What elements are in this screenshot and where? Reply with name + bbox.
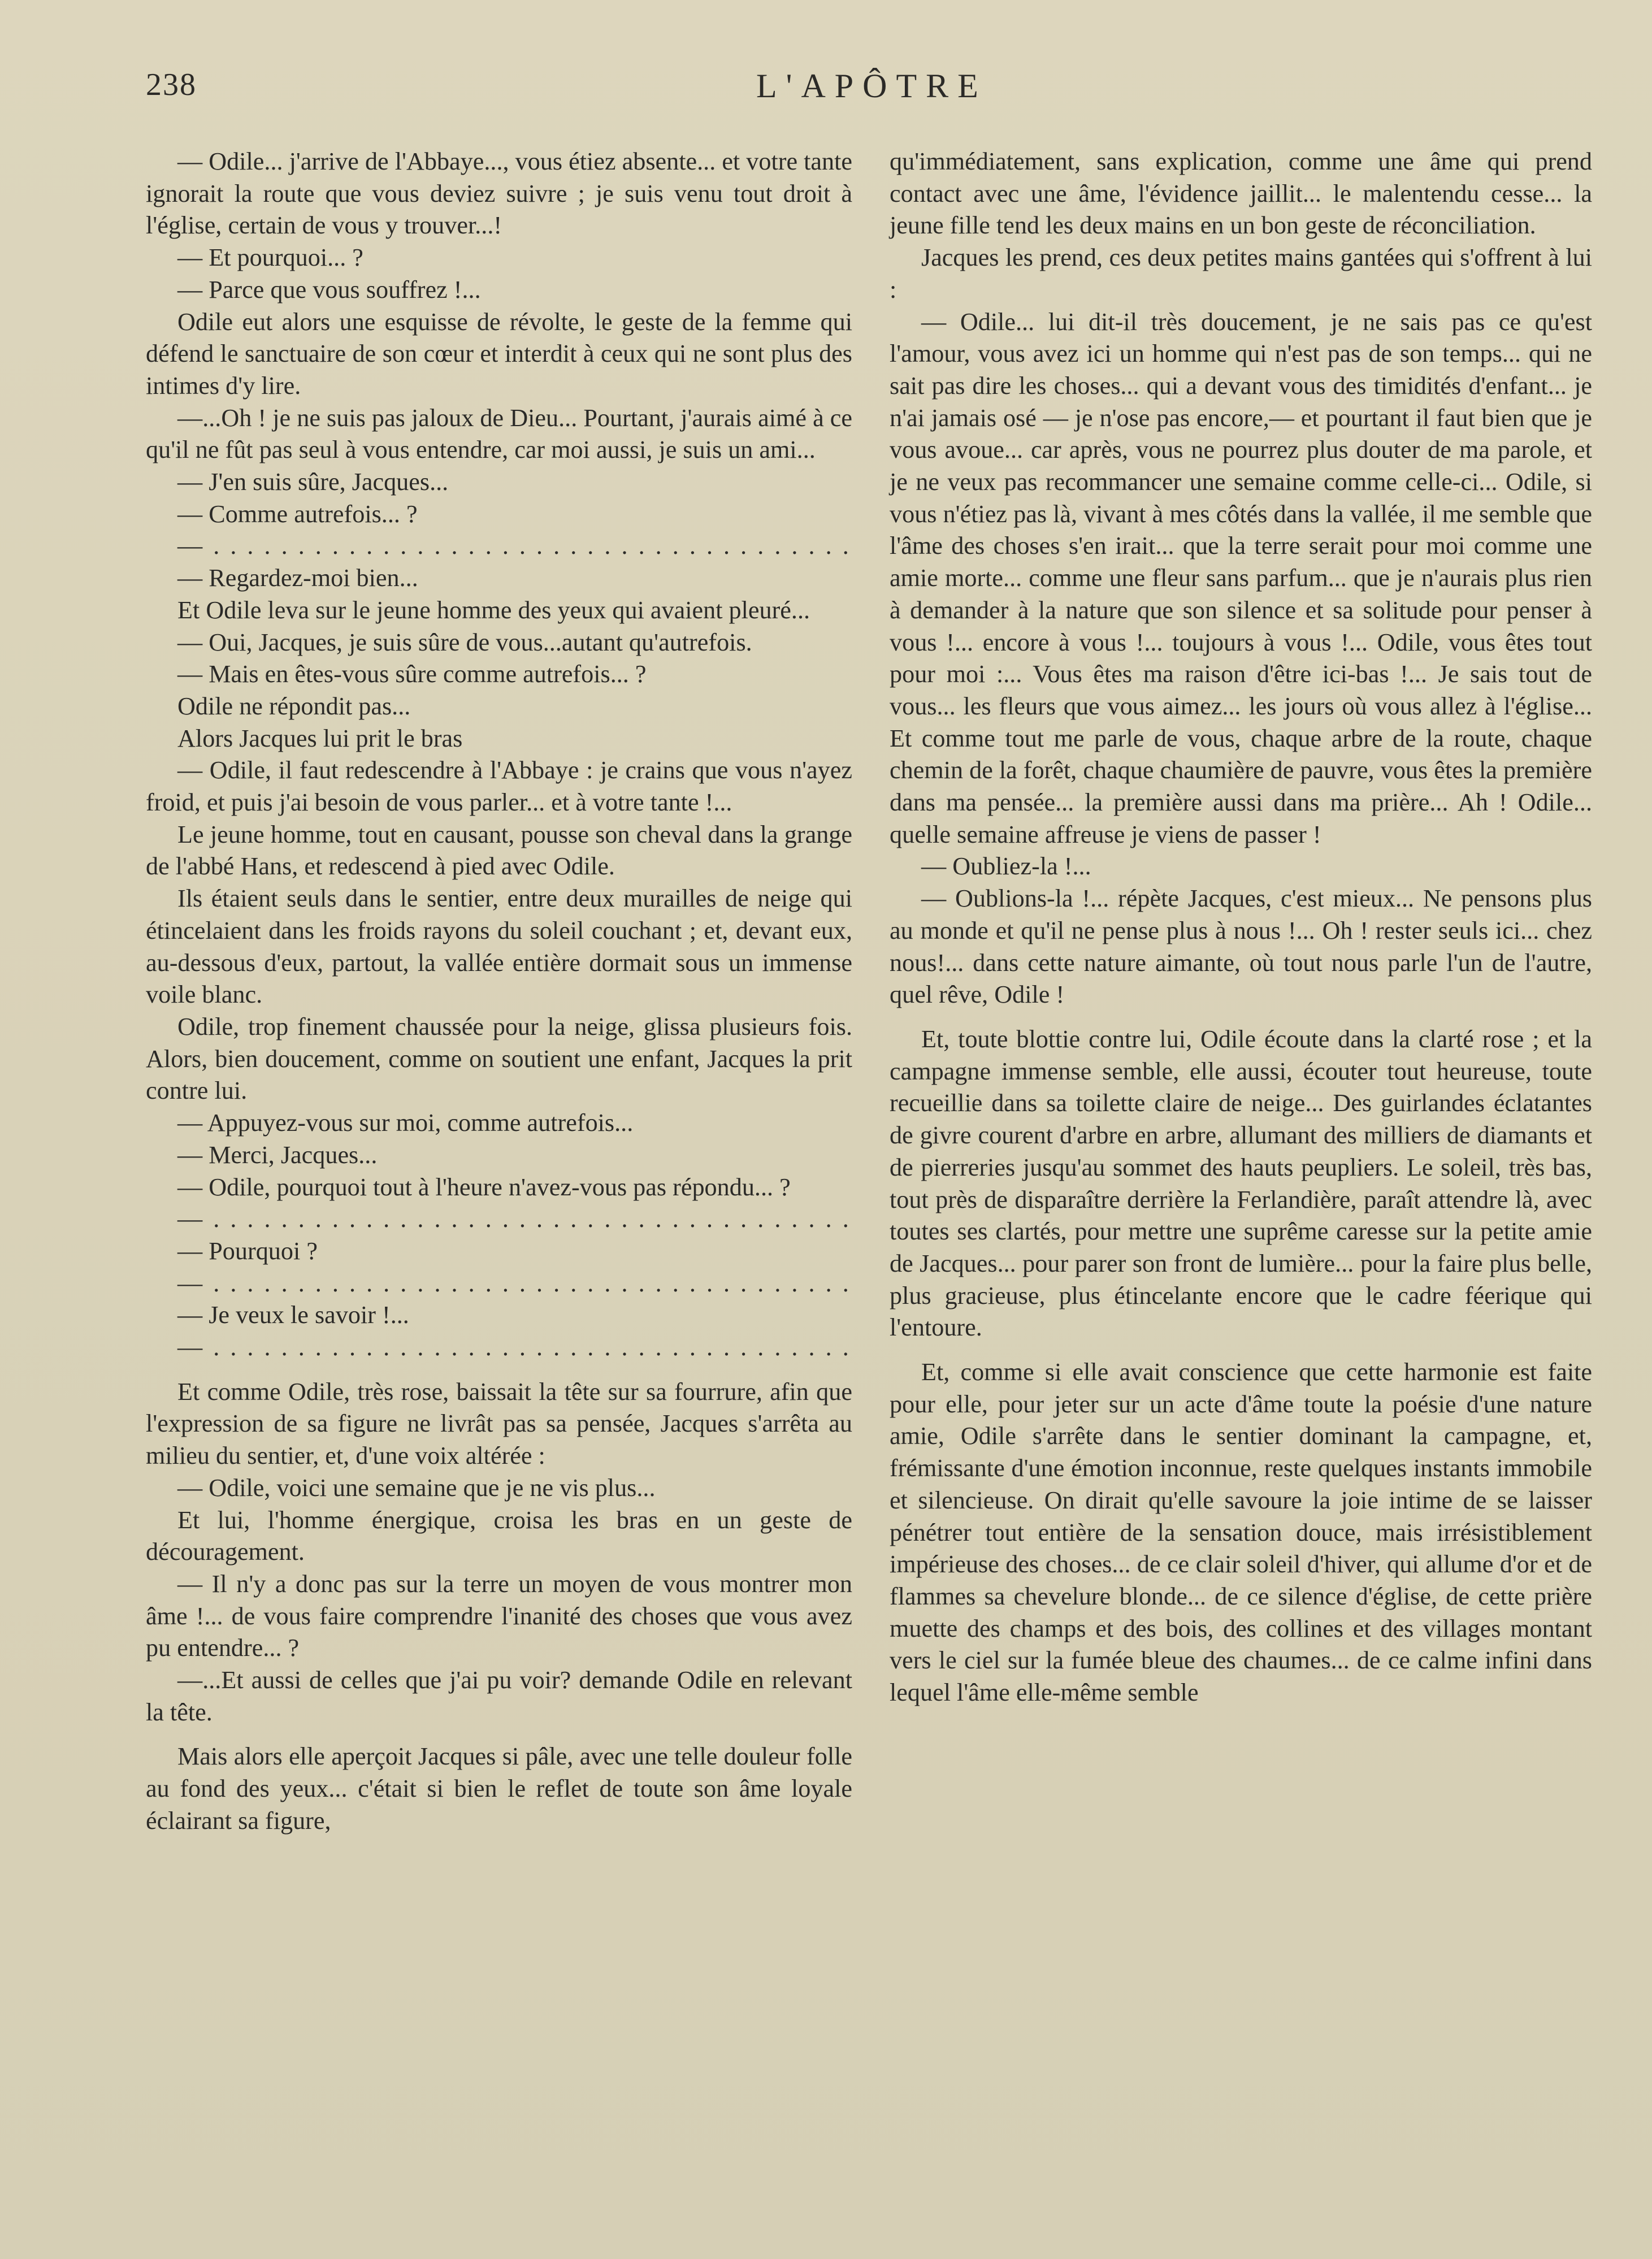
paragraph: Et lui, l'homme énergique, croisa les bras en un geste de découragement.: [146, 1506, 852, 1566]
running-title: L'APÔTRE: [756, 67, 987, 105]
dotted-line: — . . .: [146, 1332, 852, 1364]
paragraph: Ils étaient seuls dans le sentier, entre deux murailles de neige qui étincelaient dans les froids rayons du soleil couchant ; et, devant eux, au-dessous d'eux, partout, la vallée entière dormait sous un immense voile blanc.: [146, 884, 852, 1009]
paragraph: Et, toute blottie contre lui, Odile écoute dans la clarté rose ; et la campagne immense semble, elle aussi, écouter tout heureuse, toute recueillie dans sa toilette claire de neige... Des guirlandes éclatantes de givre courent d'arbre en arbre, allumant des milliers de diamants et de pierreries jusqu'au sommet des hauts peupliers. Le soleil, très bas, tout près de disparaître derrière la Ferlandière, paraît attendre là, avec toutes ses clartés, pour mettre une suprême caresse sur la petite amie de Jacques... pour parer son front de lumière... pour la faire plus belle, plus gracieuse, plus étincelante encore que le cadre féerique qui l'entoure.: [890, 1025, 1592, 1342]
paragraph: — Et pourquoi... ?: [177, 244, 363, 272]
paragraph: Le jeune homme, tout en causant, pousse son cheval dans la grange de l'abbé Hans, et redescend à pied avec Odile.: [146, 820, 852, 881]
page-header: [146, 67, 1595, 118]
paragraph: Et Odile leva sur le jeune homme des yeux qui avaient pleuré...: [177, 596, 810, 624]
right-column: [890, 146, 1592, 1709]
paragraph: — Odile, pourquoi tout à l'heure n'avez-vous pas répondu... ?: [177, 1173, 791, 1201]
paragraph: — Odile, voici une semaine que je ne vis plus...: [177, 1473, 656, 1502]
paragraph: — Odile... j'arrive de l'Abbaye..., vous étiez absente... et votre tante ignorait la route que vous deviez suivre ; je suis venu tout droit à l'église, certain de vous y trouver...!: [146, 148, 852, 240]
paragraph: — Je veux le savoir !...: [177, 1301, 409, 1329]
paragraph: Mais alors elle aperçoit Jacques si pâle, avec une telle douleur folle au fond des yeux... c'était si bien le reflet de toute son âme loyale éclairant sa figure,: [146, 1742, 852, 1835]
paragraph: — Merci, Jacques...: [177, 1141, 378, 1169]
paragraph: Odile, trop finement chaussée pour la neige, glissa plusieurs fois. Alors, bien doucement, comme on soutient une enfant, Jacques la prit contre lui.: [146, 1012, 852, 1105]
paragraph: Et, comme si elle avait conscience que cette harmonie est faite pour elle, pour jeter sur un acte d'âme toute la poésie d'une nature amie, Odile s'arrête dans le sentier dominant la campagne, et, frémissante d'une émotion inconnue, reste quelques instants immobile et silencieuse. On dirait qu'elle savoure la joie intime de se laisser pénétrer tout entière de la sensation douce, mais irrésistiblement impérieuse des choses... de ce clair soleil d'hiver, qui allume d'or et de flammes sa chevelure blonde... de ce silence d'église, de cette prière muette des champs et des bois, des collines et des villages montant vers le ciel sur la fumée bleue des chaumes... de ce calme infini dans lequel l'âme elle-même semble: [890, 1358, 1592, 1707]
paragraph: Odile ne répondit pas...: [177, 692, 411, 720]
paragraph: — J'en suis sûre, Jacques...: [177, 468, 449, 496]
page-number: 238: [146, 67, 197, 102]
paragraph: — Mais en êtes-vous sûre comme autrefois... ?: [177, 660, 647, 688]
paragraph: — Regardez-moi bien...: [177, 564, 418, 592]
dotted-line: — . . .: [146, 530, 852, 562]
paragraph: Et comme Odile, très rose, baissait la tête sur sa fourrure, afin que l'expression de sa figure ne livrât pas sa pensée, Jacques s'arrêta au milieu du sentier, et, d'une voix altérée :: [146, 1377, 852, 1470]
paragraph: — Comme autrefois... ?: [177, 500, 418, 528]
left-column: [146, 146, 852, 1837]
paragraph: Odile eut alors une esquisse de révolte, le geste de la femme qui défend le sanctuaire de son cœur et interdit à ceux qui ne sont plus des intimes d'y lire.: [146, 307, 852, 400]
paragraph: — Il n'y a donc pas sur la terre un moyen de vous montrer mon âme !... de vous faire comprendre l'inanité des choses que vous avez pu entendre... ?: [146, 1569, 852, 1662]
dotted-line: — . . .: [146, 1203, 852, 1235]
paragraph: Jacques les prend, ces deux petites mains gantées qui s'offrent à lui :: [890, 244, 1592, 303]
paragraph: —...Oh ! je ne suis pas jaloux de Dieu... Pourtant, j'aurais aimé à ce qu'il ne fût pas seul à vous entendre, car moi aussi, je suis un ami...: [146, 404, 852, 464]
paragraph: — Odile... lui dit-il très doucement, je ne sais pas ce qu'est l'amour, vous avez ici un homme qui n'est pas de son temps... qui ne sait pas dire les choses... qui a devant vous des timidités d'enfant... je n'ai jamais osé — je n'ose pas encore,— et pourtant il faut bien que je vous avoue... car après, vous ne pourrez plus douter de ma parole, et je ne veux pas recommancer une semaine comme celle-ci... Odile, si vous n'étiez pas là, vivant à mes côtés dans la vallée, il me semble que l'âme des choses s'en irait... que la terre serait pour moi comme une amie morte... comme une fleur sans parfum... que je n'aurais plus rien à demander à la nature que son silence et sa solitude pour penser à vous !... encore à vous !... toujours à vous !... Odile, vous êtes tout pour moi :... Vous êtes ma raison d'être ici-bas !... Je sais tout de vous... les fleurs que vous aimez... les jours où vous allez à l'église... Et comme tout me parle de vous, chaque arbre de la route, chaque chemin de la forêt, chaque chaumière de pauvre, vous êtes la première dans ma pensée... la première aussi dans ma prière... Ah ! Odile... quelle semaine affreuse je viens de passer !: [890, 307, 1592, 848]
paragraph: — Parce que vous souffrez !...: [177, 275, 481, 303]
paragraph: — Odile, il faut redescendre à l'Abbaye : je crains que vous n'ayez froid, et puis j'ai besoin de vous parler... et à votre tante !...: [146, 756, 852, 817]
paragraph: — Oui, Jacques, je suis sûre de vous...autant qu'autrefois.: [177, 628, 752, 656]
paragraph-continued: qu'immédiatement, sans explication, comme une âme qui prend contact avec une âme, l'évidence jaillit... le malentendu cesse... la jeune fille tend les deux mains en un bon geste de réconciliation.: [890, 148, 1592, 240]
dotted-line: — . . .: [146, 1268, 852, 1300]
paragraph: Alors Jacques lui prit le bras: [177, 724, 463, 752]
paragraph: — Pourquoi ?: [177, 1237, 318, 1265]
paragraph: —...Et aussi de celles que j'ai pu voir? demande Odile en relevant la tête.: [146, 1666, 852, 1726]
paragraph: — Appuyez-vous sur moi, comme autrefois...: [177, 1109, 634, 1137]
paragraph: — Oubliez-la !...: [921, 852, 1091, 881]
paragraph: — Oublions-la !... répète Jacques, c'est mieux... Ne pensons plus au monde et qu'il ne pense plus à nous !... Oh ! rester seuls ici... chez nous!... dans cette nature aimante, où tout nous parle l'un de l'autre, quel rêve, Odile !: [890, 884, 1592, 1009]
